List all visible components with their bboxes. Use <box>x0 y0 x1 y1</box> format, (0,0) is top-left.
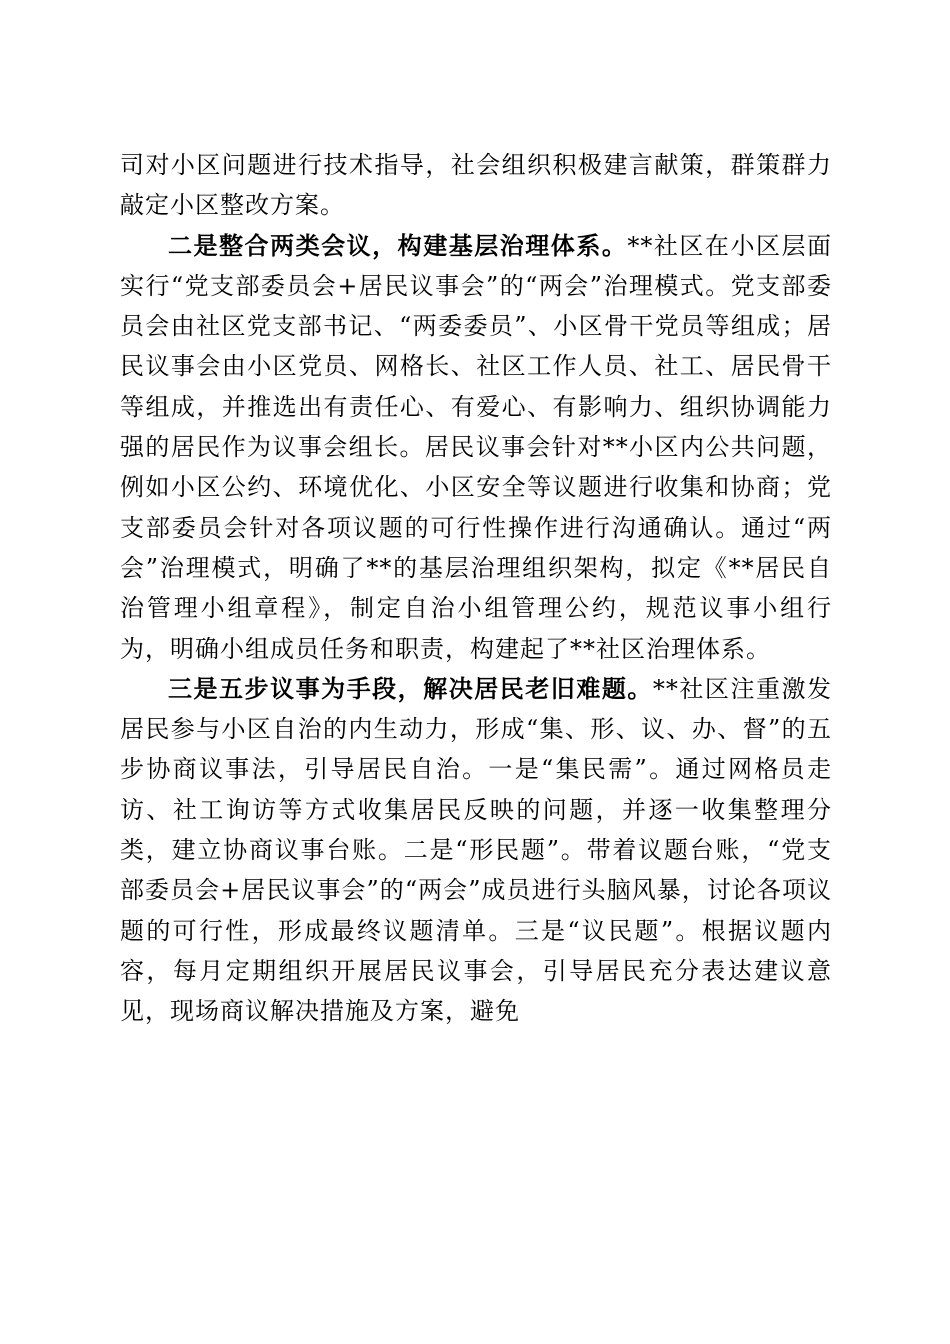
paragraph-2-lead: 二是整合两类会议，构建基层治理体系。 <box>168 230 628 260</box>
paragraph-two-meetings <box>120 226 832 669</box>
document-body <box>120 145 832 1032</box>
paragraph-1-body: 司对小区问题进行技术指导，社会组织积极建言献策，群策群力敲定小区整改方案。 <box>120 151 832 220</box>
paragraph-2-body: **社区在小区层面实行“党支部委员会+居民议事会”的“两会”治理模式。党支部委员会由社区党支部书记、“两委委员”、小区骨干党员等组成；居民议事会由小区党员、网格长、社区工作人员、社工、居民骨干等组成，并推选出有责任心、有爱心、有影响力、组织协调能力强的居民作为议事会组长。居民议事会针对**小区内公共问题，例如小区公约、环境优化、小区安全等议题进行收集和协商；党支部委员会针对各项议题的可行性操作进行沟通确认。通过“两会”治理模式，明确了**的基层治理组织架构，拟定《**居民自治管理小组章程》，制定自治小组管理公约，规范议事小组行为，明确小组成员任务和职责，构建起了**社区治理体系。 <box>120 231 832 663</box>
paragraph-3-lead: 三是五步议事为手段，解决居民老旧难题。 <box>168 673 653 703</box>
paragraph-continuation <box>120 145 832 226</box>
paragraph-five-steps <box>120 669 832 1032</box>
paragraph-3-body: **社区注重激发居民参与小区自治的内生动力，形成“集、形、议、办、督”的五步协商议事法，引导居民自治。一是“集民需”。通过网格员走访、社工询访等方式收集居民反映的问题，并逐一收集整理分类，建立协商议事台账。二是“形民题”。带着议题台账，“党支部委员会+居民议事会”的“两会”成员进行头脑风暴，讨论各项议题的可行性，形成最终议题清单。三是“议民题”。根据议题内容，每月定期组织开展居民议事会，引导居民充分表达建议意见，现场商议解决措施及方案，避免 <box>120 674 833 1026</box>
